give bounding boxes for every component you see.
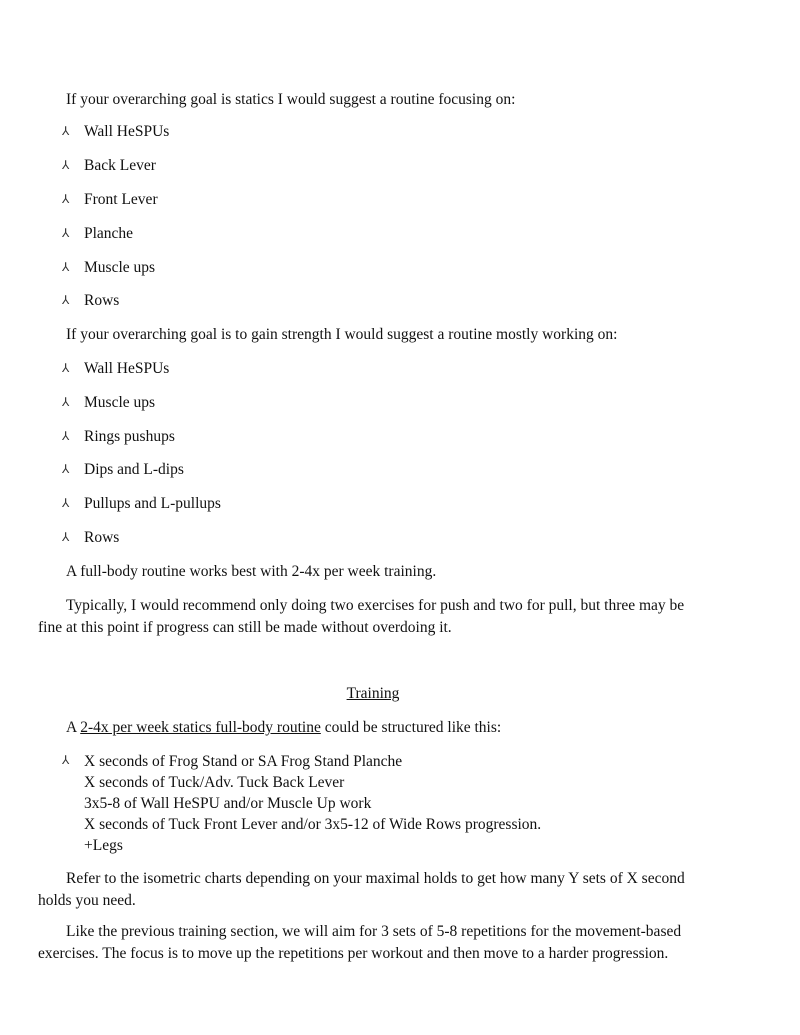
fullbody-note: A full-body routine works best with 2-4x per week training. xyxy=(66,563,437,580)
list-item: ⅄ Back Lever xyxy=(62,157,156,174)
bullet-icon: ⅄ xyxy=(62,293,70,307)
previous-section-paragraph: Like the previous training section, we will aim for 3 sets of 5-8 repetitions for the movement-based exercises. The focus is to move up the repetitions per workout and then move to a harder progression. xyxy=(38,923,682,962)
list-item: ⅄ Front Lever xyxy=(62,191,158,208)
list-item: ⅄ Planche xyxy=(62,225,134,242)
bullet-icon: ⅄ xyxy=(62,192,70,206)
bullet-icon: ⅄ xyxy=(62,530,70,544)
bullet-icon: ⅄ xyxy=(62,753,70,767)
routine-link[interactable]: 2-4x per week statics full-body routine xyxy=(80,719,321,736)
section-heading-training: Training xyxy=(346,685,400,702)
bullet-icon: ⅄ xyxy=(62,158,70,172)
bullet-icon: ⅄ xyxy=(62,462,70,476)
list-item: ⅄ Wall HeSPUs xyxy=(62,123,170,140)
bullet-icon: ⅄ xyxy=(62,361,70,375)
list-item: ⅄ Muscle ups xyxy=(62,394,156,411)
list-item: ⅄ Pullups and L-pullups xyxy=(62,495,221,512)
routine-line: X seconds of Frog Stand or SA Frog Stand Planche xyxy=(84,753,403,770)
statics-intro: If your overarching goal is statics I would suggest a routine focusing on: xyxy=(66,91,516,108)
routine-line: X seconds of Tuck Front Lever and/or 3x5-12 of Wide Rows progression. xyxy=(84,816,542,833)
bullet-icon: ⅄ xyxy=(62,260,70,274)
routine-list-item xyxy=(62,751,541,856)
bullet-icon: ⅄ xyxy=(62,124,70,138)
bullet-icon: ⅄ xyxy=(62,429,70,443)
list-item: ⅄ Rings pushups xyxy=(62,428,175,445)
list-item: ⅄ Muscle ups xyxy=(62,259,156,276)
list-item: ⅄ Rows xyxy=(62,529,120,546)
routine-line: 3x5-8 of Wall HeSPU and/or Muscle Up work xyxy=(84,795,372,812)
strength-intro: If your overarching goal is to gain strength I would suggest a routine mostly working on: xyxy=(66,326,618,343)
routine-line: X seconds of Tuck/Adv. Tuck Back Lever xyxy=(84,774,345,791)
isometric-paragraph: Refer to the isometric charts depending on your maximal holds to get how many Y sets of X second holds you need. xyxy=(38,870,685,909)
bullet-icon: ⅄ xyxy=(62,395,70,409)
list-item: ⅄ Dips and L-dips xyxy=(62,461,184,478)
list-item: ⅄ Wall HeSPUs xyxy=(62,360,170,377)
structure-intro: A 2-4x per week statics full-body routine could be structured like this: xyxy=(66,719,502,736)
list-item: ⅄ Rows xyxy=(62,292,120,309)
bullet-icon: ⅄ xyxy=(62,496,70,510)
typically-paragraph: Typically, I would recommend only doing two exercises for push and two for pull, but three may be fine at this point if progress can still be made without overdoing it. xyxy=(38,597,685,636)
bullet-icon: ⅄ xyxy=(62,226,70,240)
routine-line: +Legs xyxy=(84,837,123,854)
